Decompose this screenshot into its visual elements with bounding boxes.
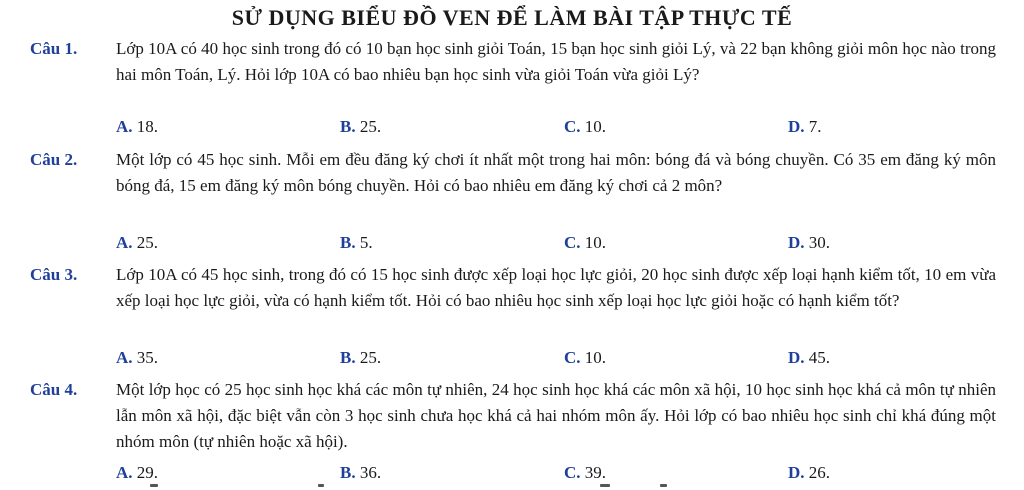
option-value: 10. bbox=[584, 117, 607, 136]
question-text: Lớp 10A có 45 học sinh, trong đó có 15 học sinh được xếp loại học lực giỏi, 20 học sinh được xếp loại hạnh kiểm tốt, 10 em vừa xếp loại học lực giỏi, vừa có hạnh kiểm tốt. Hỏi có bao nhiêu học sinh xếp loại học lực giỏi hoặc có hạnh kiểm tốt? bbox=[116, 265, 996, 310]
option-c[interactable] bbox=[564, 460, 606, 486]
option-value: 26. bbox=[808, 463, 831, 482]
options-row-4 bbox=[116, 460, 996, 486]
option-d[interactable] bbox=[788, 230, 830, 256]
question-label: Câu 2. bbox=[30, 150, 78, 169]
option-letter: B. bbox=[340, 117, 356, 136]
option-letter: C. bbox=[564, 463, 581, 482]
option-letter: D. bbox=[788, 463, 805, 482]
option-b[interactable] bbox=[340, 114, 381, 140]
cropped-text-fragment bbox=[318, 484, 324, 487]
option-a[interactable] bbox=[116, 230, 158, 256]
option-a[interactable] bbox=[116, 345, 158, 371]
option-letter: B. bbox=[340, 348, 356, 367]
option-value: 30. bbox=[808, 233, 831, 252]
option-value: 10. bbox=[584, 348, 607, 367]
option-d[interactable] bbox=[788, 460, 830, 486]
option-b[interactable] bbox=[340, 345, 381, 371]
cropped-text-fragment bbox=[660, 484, 667, 487]
option-value: 25. bbox=[136, 233, 159, 252]
option-c[interactable] bbox=[564, 230, 606, 256]
option-value: 25. bbox=[359, 348, 382, 367]
option-letter: C. bbox=[564, 233, 581, 252]
option-a[interactable] bbox=[116, 114, 158, 140]
option-letter: A. bbox=[116, 348, 133, 367]
option-letter: D. bbox=[788, 117, 805, 136]
option-letter: D. bbox=[788, 348, 805, 367]
option-value: 7. bbox=[808, 117, 822, 136]
option-value: 39. bbox=[584, 463, 607, 482]
question-text: Một lớp có 45 học sinh. Mỗi em đều đăng ký chơi ít nhất một trong hai môn: bóng đá và bóng chuyền. Có 35 em đăng ký môn bóng đá, 15 em đăng ký môn bóng chuyền. Hỏi có bao nhiêu em đăng ký chơi cả 2 môn? bbox=[116, 150, 996, 195]
cropped-text-fragment bbox=[150, 484, 158, 487]
option-value: 35. bbox=[136, 348, 159, 367]
option-value: 10. bbox=[584, 233, 607, 252]
option-letter: B. bbox=[340, 463, 356, 482]
page-title: SỬ DỤNG BIỂU ĐỒ VEN ĐỂ LÀM BÀI TẬP THỰC TẾ bbox=[231, 5, 793, 30]
option-letter: A. bbox=[116, 233, 133, 252]
option-value: 25. bbox=[359, 117, 382, 136]
option-letter: C. bbox=[564, 117, 581, 136]
option-value: 29. bbox=[136, 463, 159, 482]
options-row-2 bbox=[116, 230, 996, 256]
option-d[interactable] bbox=[788, 114, 822, 140]
option-value: 36. bbox=[359, 463, 382, 482]
option-value: 18. bbox=[136, 117, 159, 136]
question-label: Câu 1. bbox=[30, 39, 78, 58]
option-letter: A. bbox=[116, 117, 133, 136]
question-text: Một lớp học có 25 học sinh học khá các môn tự nhiên, 24 học sinh học khá các môn xã hội, 10 học sinh học khá cả môn tự nhiên lẫn môn xã hội, đặc biệt vẫn còn 3 học sinh chưa học khá cả hai nhóm môn ấy. Hỏi lớp có bao nhiêu học sinh chỉ khá đúng một nhóm môn (tự nhiên hoặc xã hội). bbox=[116, 380, 996, 451]
option-b[interactable] bbox=[340, 230, 373, 256]
option-letter: B. bbox=[340, 233, 356, 252]
option-letter: C. bbox=[564, 348, 581, 367]
option-a[interactable] bbox=[116, 460, 158, 486]
options-row-3 bbox=[116, 345, 996, 371]
question-label: Câu 3. bbox=[30, 265, 78, 284]
question-text: Lớp 10A có 40 học sinh trong đó có 10 bạn học sinh giỏi Toán, 15 bạn học sinh giỏi Lý, và 22 bạn không giỏi môn học nào trong hai môn Toán, Lý. Hỏi lớp 10A có bao nhiêu bạn học sinh vừa giỏi Toán vừa giỏi Lý? bbox=[116, 39, 996, 84]
options-row-1 bbox=[116, 114, 996, 140]
option-d[interactable] bbox=[788, 345, 830, 371]
option-value: 45. bbox=[808, 348, 831, 367]
option-letter: A. bbox=[116, 463, 133, 482]
option-b[interactable] bbox=[340, 460, 381, 486]
cropped-text-fragment bbox=[600, 484, 610, 487]
option-c[interactable] bbox=[564, 345, 606, 371]
option-c[interactable] bbox=[564, 114, 606, 140]
option-letter: D. bbox=[788, 233, 805, 252]
question-label: Câu 4. bbox=[30, 380, 78, 399]
option-value: 5. bbox=[359, 233, 373, 252]
